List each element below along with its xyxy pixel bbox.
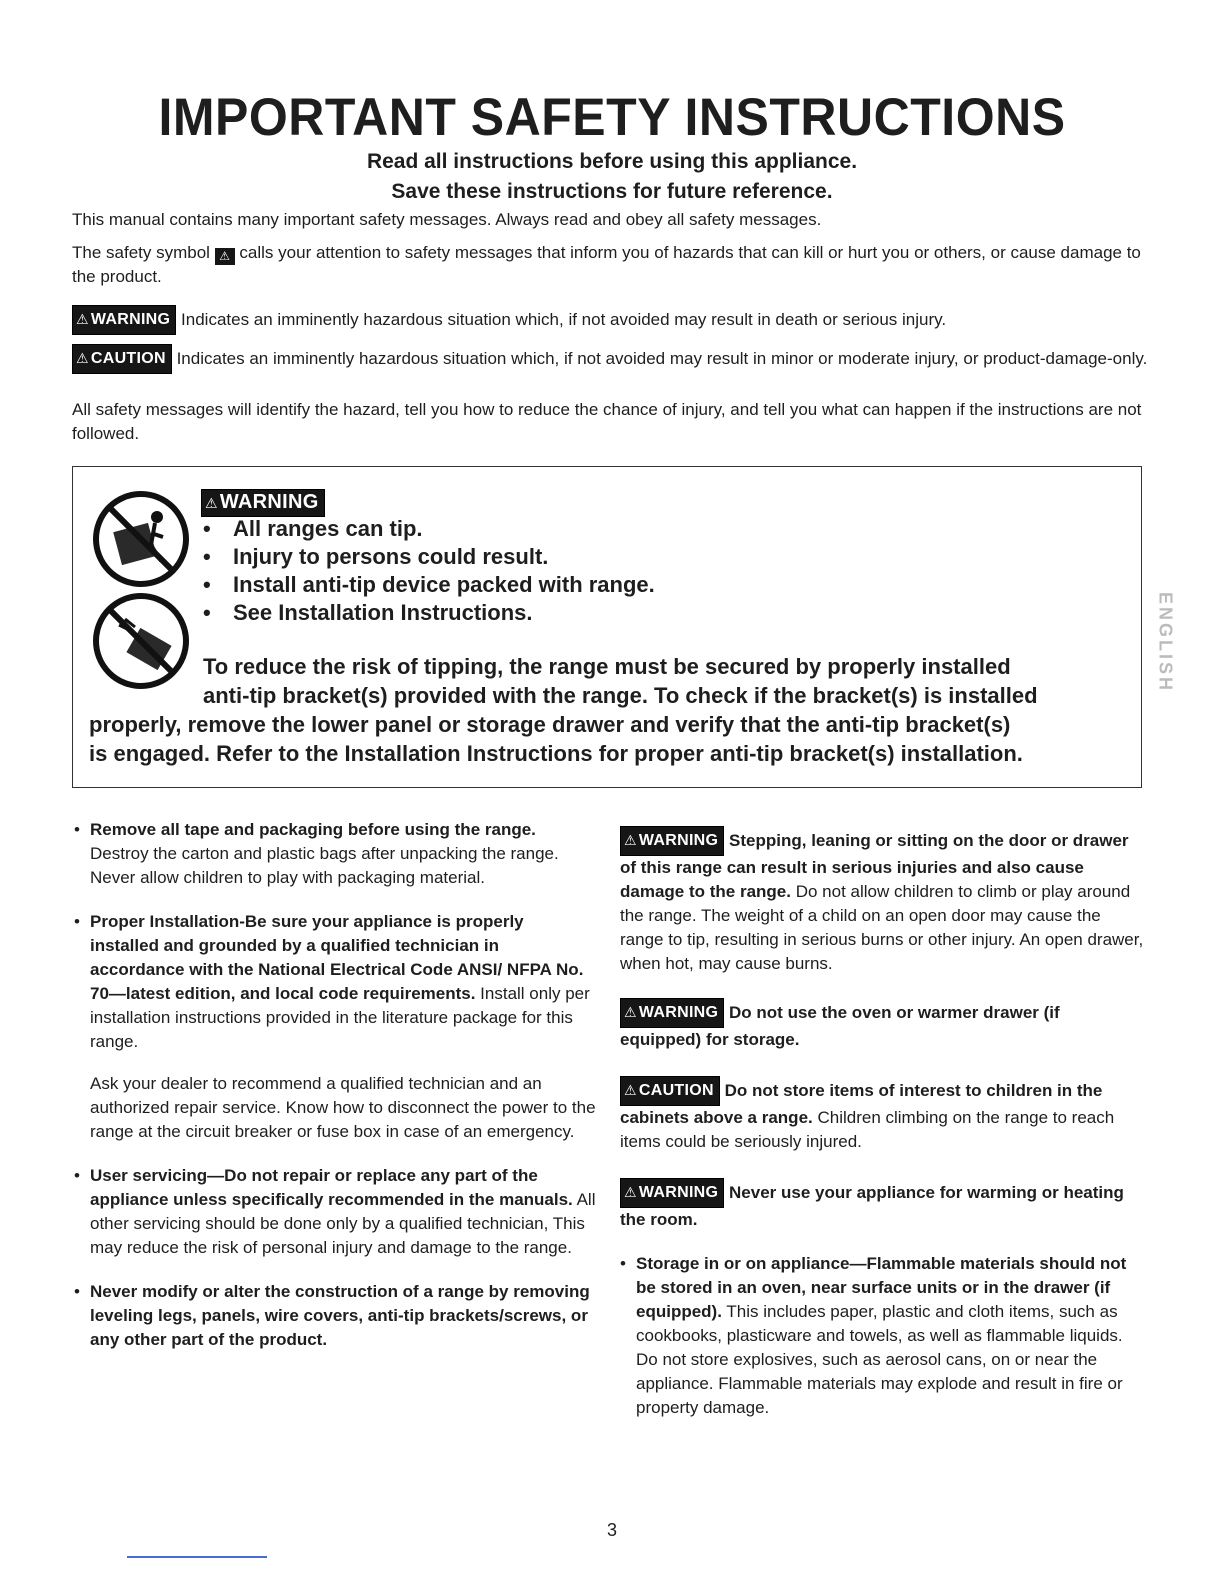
anti-tip-line-2: anti-tip bracket(s) provided with the range. To check if the bracket(s) is installed [203, 683, 1038, 708]
warning-triangle-icon: ⚠ [624, 1004, 637, 1020]
caution-definition [72, 344, 1152, 374]
caution-triangle-icon: ⚠ [624, 1082, 637, 1098]
warning-signal-word [620, 1178, 724, 1208]
warning-signal-label: WARNING [90, 311, 171, 328]
list-item: • Proper Installation-Be sure your appliance is properly installed and grounded by a qualified technician in accordance with the National Electrical Code ANSI/ NFPA No. 70—latest edition, and local code requirements. Install only per installation instructions provided in the literature package for this range. [74, 912, 590, 1051]
warning-signal-label: WARNING [638, 832, 719, 849]
caution-triangle-icon: ⚠ [76, 350, 89, 366]
heating-warning [620, 1178, 1144, 1232]
box-warning-label: WARNING [219, 491, 319, 513]
warning-signal-word [72, 305, 176, 335]
list-item: • Never modify or alter the construction of a range by removing leveling legs, panels, wire covers, anti-tip brackets/screws, or any other part of the product. [74, 1282, 590, 1349]
item-text: Destroy the carton and plastic bags after unpacking the range. Never allow children to play with packaging material. [90, 844, 559, 887]
caution-signal-word [72, 344, 172, 374]
safety-alert-icon: ⚠ [215, 248, 235, 265]
subtitle-save: Save these instructions for future reference. [391, 180, 833, 203]
safety-symbol-text-b: calls your attention to safety messages that inform you of hazards that can kill or hurt you or others, or cause damage to the product. [72, 243, 1141, 286]
right-column [620, 826, 1144, 1420]
item-text: All other servicing should be done only by a qualified technician, This may reduce the risk of personal injury and damage to the range. [90, 1190, 596, 1257]
language-side-tab-text: ENGLISH [1155, 591, 1176, 693]
page-title: IMPORTANT SAFETY INSTRUCTIONS [158, 87, 1066, 147]
warning-definition [72, 305, 1152, 335]
storage-warning [620, 998, 1144, 1052]
range-tip-over-icon [91, 591, 191, 691]
tip-bullet-list [203, 515, 655, 627]
warning-signal-word [620, 826, 724, 856]
warning-signal-label: WARNING [638, 1004, 719, 1021]
page-number: 3 [606, 1520, 617, 1540]
list-item: • Install anti-tip device packed with range. [203, 572, 655, 597]
bullet-text: See Installation Instructions. [233, 600, 533, 625]
subtitle-read: Read all instructions before using this appliance. [366, 150, 858, 173]
warning-bold: Never use your appliance for warming or heating the room. [620, 1183, 1124, 1229]
language-side-tab [1152, 580, 1178, 710]
all-messages-paragraph: All safety messages will identify the hazard, tell you how to reduce the chance of injury, and tell you what can happen if the instructions are not followed. [72, 400, 1142, 443]
caution-signal-label: CAUTION [638, 1082, 714, 1099]
warning-text: Do not allow children to climb or play around the range. The weight of a child on an open door may cause the range to tip, resulting in serious burns or other injury. An open drawer, when hot, may cause burns. [620, 882, 1144, 973]
anti-tip-warning-box [72, 466, 1142, 788]
caution-signal-label: CAUTION [90, 350, 166, 367]
warning-signal-word [620, 998, 724, 1028]
bullet-text: All ranges can tip. [233, 516, 423, 541]
warning-triangle-icon: ⚠ [76, 311, 89, 327]
list-item: • All ranges can tip. [203, 516, 423, 541]
list-item: • Injury to persons could result. [203, 544, 549, 569]
item-bold: User servicing—Do not repair or replace any part of the appliance unless specifically recommended in the manuals. [90, 1166, 573, 1209]
item-bold: Never modify or alter the construction of a range by removing leveling legs, panels, wire covers, anti-tip brackets/screws, or any other part of the product. [90, 1282, 590, 1349]
warning-bold: Stepping, leaning or sitting on the door or drawer of this range can result in serious injuries and also cause damage to the range. [620, 831, 1129, 901]
warning-signal-label: WARNING [638, 1184, 719, 1201]
caution-text: Children climbing on the range to reach items could be seriously injured. [620, 1108, 1115, 1151]
footer-rule [127, 1556, 267, 1558]
box-warning-signal-word [201, 489, 325, 517]
anti-tip-line-3: properly, remove the lower panel or storage drawer and verify that the anti-tip bracket(s) [89, 712, 1011, 737]
warning-triangle-icon: ⚠ [624, 832, 637, 848]
range-tip-child-icon [91, 489, 191, 589]
caution-signal-word [620, 1076, 720, 1106]
list-item: • User servicing—Do not repair or replace any part of the appliance unless specifically recommended in the manuals. All other servicing should be done only by a qualified technician, This may reduce the risk of personal injury and damage to the range. [74, 1166, 596, 1257]
item-bold: Proper Installation-Be sure your appliance is properly installed and grounded by a qualified technician in accordance with the National Electrical Code ANSI/ NFPA No. 70—latest edition, and local code requirements. [90, 912, 584, 1003]
item-bold: Storage in or on appliance—Flammable materials should not be stored in an oven, near surface units or in the drawer (if equipped). [636, 1254, 1127, 1321]
intro-paragraph: This manual contains many important safety messages. Always read and obey all safety messages. [72, 210, 822, 229]
cabinet-caution [620, 1076, 1144, 1154]
bullet-text: Injury to persons could result. [233, 544, 549, 569]
caution-bold: Do not store items of interest to children in the cabinets above a range. [620, 1081, 1103, 1127]
safety-symbol-text-a: The safety symbol [72, 243, 210, 262]
warning-bold: Do not use the oven or warmer drawer (if equipped) for storage. [620, 1003, 1060, 1049]
door-warning [620, 826, 1144, 976]
item-bold: Remove all tape and packaging before using the range. [90, 820, 536, 839]
safety-symbol-paragraph [72, 241, 1152, 289]
list-item: • See Installation Instructions. [203, 600, 533, 625]
list-item: • Storage in or on appliance—Flammable materials should not be stored in an oven, near surface units or in the drawer (if equipped). This includes paper, plastic and cloth items, such as cookbooks, plasticware and towels, as well as flammable liquids. Do not store explosives, such as aerosol cans, on or near the appliance. Flammable materials may explode and result in fire or property damage. [620, 1254, 1127, 1417]
caution-definition-text: Indicates an imminently hazardous situation which, if not avoided may result in minor or moderate injury, or product-damage-only. [176, 349, 1148, 368]
bullet-text: Install anti-tip device packed with range. [233, 572, 655, 597]
list-item: • Remove all tape and packaging before using the range. Destroy the carton and plastic bags after unpacking the range. Never allow children to play with packaging material. [74, 820, 559, 887]
box-warning-triangle-icon: ⚠ [205, 495, 218, 511]
ask-dealer-paragraph: Ask your dealer to recommend a qualified technician and an authorized repair service. Know how to disconnect the power to the range at the circuit breaker or fuse box in case of an emergency. [90, 1074, 596, 1141]
warning-definition-text: Indicates an imminently hazardous situation which, if not avoided may result in death or serious injury. [181, 310, 947, 329]
anti-tip-line-1: To reduce the risk of tipping, the range must be secured by properly installed [203, 654, 1011, 679]
anti-tip-line-4: is engaged. Refer to the Installation Instructions for proper anti-tip bracket(s) installation. [89, 741, 1023, 766]
item-text: Install only per installation instructions provided in the literature package for this range. [90, 984, 590, 1051]
item-text: This includes paper, plastic and cloth items, such as cookbooks, plasticware and towels, as well as flammable liquids. Do not store explosives, such as aerosol cans, on or near the appliance. Flammable materials may explode and result in fire or property damage. [636, 1302, 1123, 1417]
left-column [74, 818, 596, 1352]
warning-triangle-icon: ⚠ [624, 1184, 637, 1200]
